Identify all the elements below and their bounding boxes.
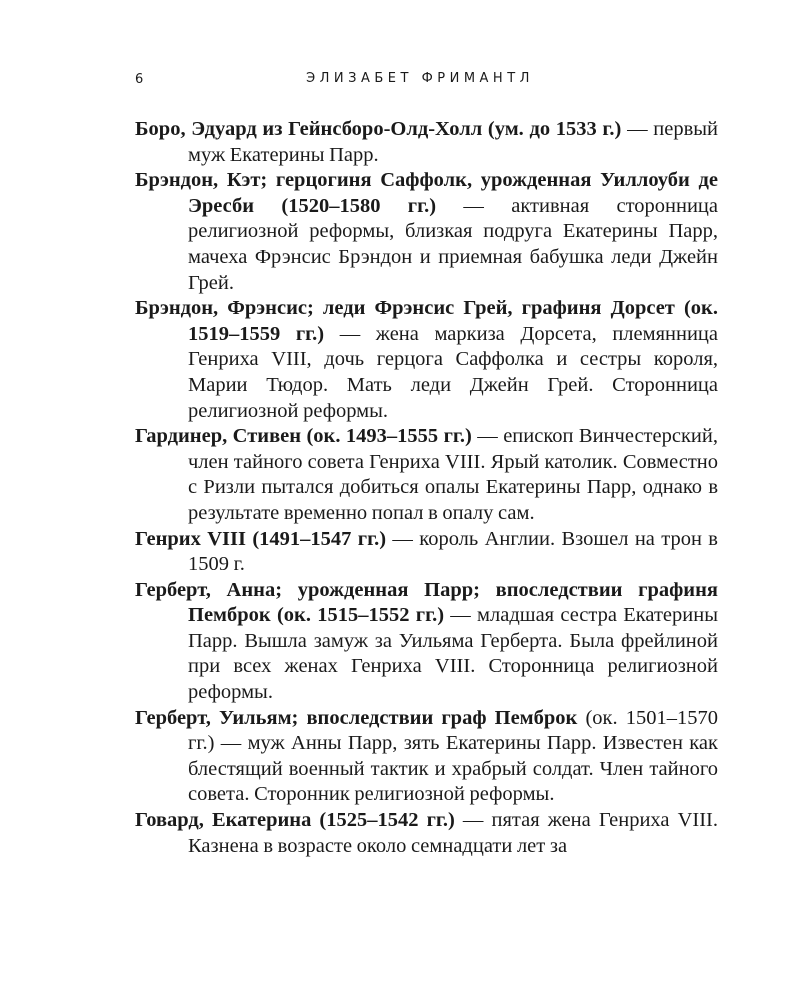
glossary-entries [135,117,718,859]
entry-henry-viii [135,527,718,578]
entry-name: Гардинер, Стивен (ок. 1493–1555 гг.) [135,425,472,448]
page-number: 6 [135,72,145,87]
entry-text: — жена маркиза Дорсета, племянница Генриха VIII, дочь герцога Саффолка и сестры короля, Марии Тюдор. Мать леди Джейн Грей. Сторонница религиозной реформы. [188,322,718,422]
entry-text: — активная сторонница религиозной реформы, близкая подруга Екатерины Парр, мачеха Фрэнсис Брэндон и приемная бабушка леди Джейн Грей. [188,194,718,294]
entry-name: Генрих VIII (1491–1547 гг.) [135,527,387,550]
entry-text: — пятая жена Генриха VIII. Казнена в возрасте около семнадцати лет за [188,809,718,857]
entry-text: — младшая сестра Екатерины Парр. Вышла замуж за Уильяма Герберта. Была фрейлиной при всех женах Генриха VIII. Сторонница религиозной реформы. [188,604,718,704]
entry-herbert-anne [135,578,718,706]
entry-brandon-frances [135,296,718,424]
entry-brandon-kat [135,168,718,296]
entry-name: Брэндон, Фрэнсис; леди Фрэнсис Грей, графиня Дорсет (ок. 1519–1559 гг.) [135,297,718,345]
entry-name: Боро, Эдуард из Гейнсборо-Олд-Холл (ум. до 1533 г.) [135,118,622,140]
entry-text: — первый муж Екатерины Парр. [188,118,718,166]
entry-gardiner [135,424,718,526]
entry-name: Герберт, Уильям; впоследствии граф Пемброк [135,706,578,729]
entry-text: (ок. 1501–1570 гг.) — муж Анны Парр, зять Екатерины Парр. Известен как блестящий военный тактик и храбрый солдат. Член тайного совета. Сторонник религиозной реформы. [188,706,718,806]
entry-name: Герберт, Анна; урожденная Парр; впоследствии графиня Пемброк (ок. 1515–1552 гг.) [135,578,718,627]
entry-name: Брэндон, Кэт; герцогиня Саффолк, урожденная Уиллоуби де Эресби (1520–1580 гг.) [135,169,718,217]
entry-herbert-william [135,706,718,808]
running-head-title: ЭЛИЗАБЕТ ФРИМАНТЛ [306,71,534,86]
entry-text: — епископ Винчестерский, член тайного совета Генриха VIII. Ярый католик. Совместно с Ризли пытался добиться опалы Екатерины Парр, однако в результате временно попал в опалу сам. [188,425,718,524]
entry-name: Говард, Екатерина (1525–1542 гг.) [135,809,455,832]
entry-howard-catherine [135,808,718,859]
entry-text: — король Англии. Взошел на трон в 1509 г. [188,527,718,576]
entry-boro [135,117,718,168]
